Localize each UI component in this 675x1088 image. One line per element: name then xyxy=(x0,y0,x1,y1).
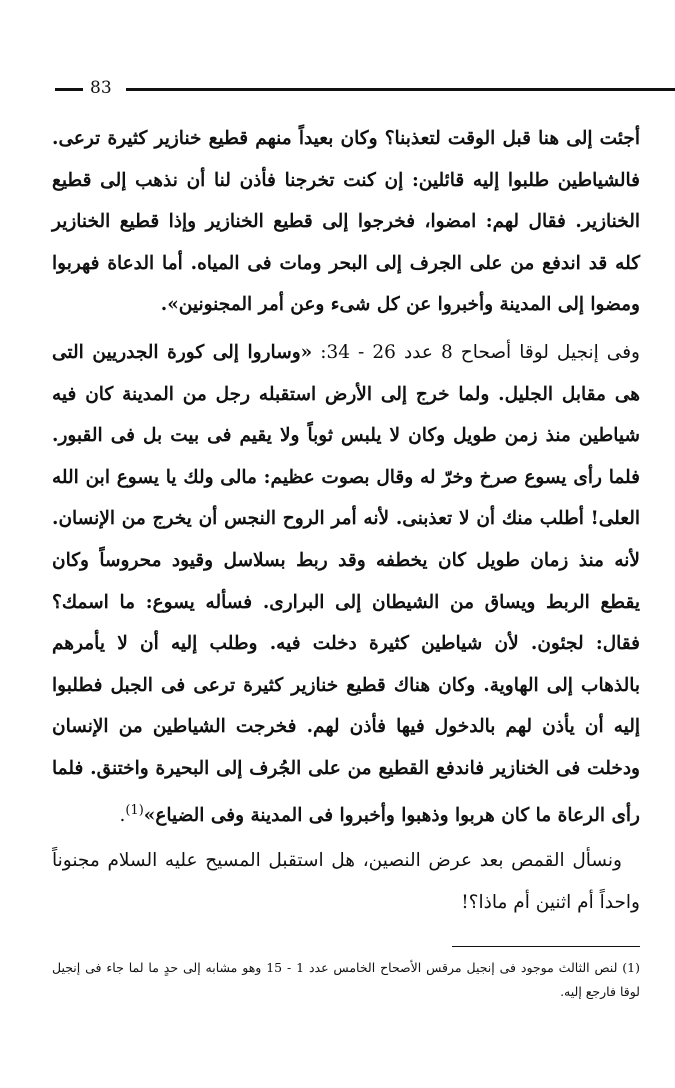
page-header xyxy=(50,76,640,100)
paragraph-2-quote: «وساروا إلى كورة الجدريين التى هى مقابل الجليل. ولما خرج إلى الأرض استقبله رجل من المدينة كان فيه شياطين منذ زمن طويل وكان لا يلبس ثوباً ولا يقيم فى بيت بل فى القبور. فلما رأى يسوع صرخ وخرّ له وقال بصوت عظيم: مالى ولك يا يسوع ابن الله العلى! أطلب منك أن لا تعذبنى. لأنه أمر الروح النجس أن يخرج من الإنسان. لأنه منذ زمان طويل كان يخطفه وقد ربط بسلاسل وقيود محروساً وكان يقطع الربط ويساق من الشيطان إلى البرارى. فسأله يسوع: ما اسمك؟ فقال: لجئون. لأن شياطين كثيرة دخلت فيه. وطلب إليه أن لا يأمرهم بالذهاب إلى الهاوية. وكان هناك قطيع خنازير كثيرة ترعى فى الجبل فطلبوا إليه أن يأذن لهم بالدخول فيها فأذن لهم. فخرجت الشياطين من الإنسان ودخلت فى الخنازير فاندفع القطيع من على الجُرف إلى البحيرة واختنق. فلما رأى الرعاة ما كان هربوا وذهبوا وأخبروا فى المدينة وفى الضياع» xyxy=(52,341,640,826)
body-text xyxy=(52,118,640,923)
paragraph-1: أجئت إلى هنا قبل الوقت لتعذبنا؟ وكان بعيداً منهم قطيع خنازير كثيرة ترعى. فالشياطين طلبوا إليه قائلين: إن كنت تخرجنا فأذن لنا أن نذهب إلى قطيع الخنازير. فقال لهم: امضوا، فخرجوا إلى قطيع الخنازير وإذا قطيع الخنازير كله قد اندفع من على الجرف إلى البحر ومات فى المياه. أما الدعاة فهربوا ومضوا إلى المدينة وأخبروا عن كل شىء وعن أمر المجنونين». xyxy=(52,128,640,316)
paragraph-2 xyxy=(52,332,640,836)
header-rule-right xyxy=(126,88,675,91)
footnote-divider xyxy=(452,946,640,947)
footnote-reference: (1) xyxy=(125,802,144,818)
paragraph-2-end: . xyxy=(119,804,126,826)
footnote: (1) لنص الثالث موجود فى إنجيل مرقس الأصحاح الخامس عدد 1 - 15 وهو مشابه إلى حدٍ ما لما جاء فى إنجيل لوقا فارجع إليه. xyxy=(52,960,640,999)
paragraph-3: ونسأل القمص بعد عرض النصين، هل استقبل المسيح عليه السلام مجنوناً واحداً أم اثنين أم ماذا؟! xyxy=(52,850,640,913)
paragraph-2-intro: وفى إنجيل لوقا أصحاح 8 عدد 26 - 34: xyxy=(312,341,640,363)
page-number: 83 xyxy=(90,78,112,98)
header-rule-left xyxy=(55,88,83,91)
